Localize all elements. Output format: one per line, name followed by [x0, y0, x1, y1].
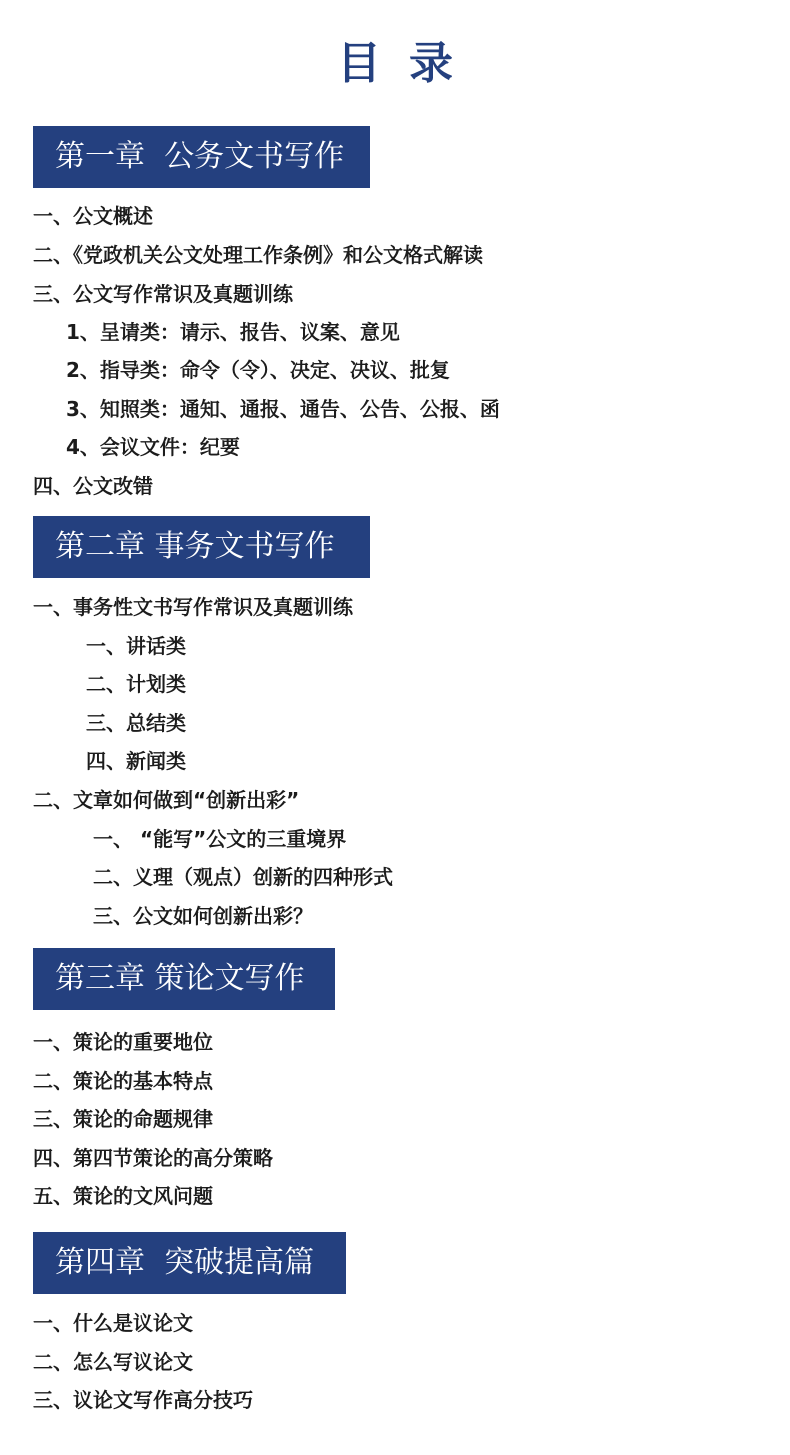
toc-item: 四、公文改错	[33, 474, 153, 498]
toc-item: 二、策论的基本特点	[33, 1069, 213, 1093]
toc-subitem: 3、知照类：通知、通报、通告、公告、公报、函	[66, 397, 500, 421]
toc-subitem: 三、总结类	[86, 711, 186, 735]
toc-subitem: 三、公文如何创新出彩？	[93, 904, 313, 928]
toc-subitem: 四、新闻类	[86, 749, 186, 773]
toc-item: 三、策论的命题规律	[33, 1107, 213, 1131]
page-title: 目录	[337, 38, 481, 89]
toc-item: 四、第四节策论的高分策略	[33, 1146, 273, 1170]
toc-item: 二、文章如何做到“创新出彩”	[33, 788, 300, 812]
toc-item: 五、策论的文风问题	[33, 1184, 213, 1208]
toc-item: 二、《党政机关公文处理工作条例》和公文格式解读	[33, 243, 483, 267]
toc-item: 二、怎么写议论文	[33, 1350, 193, 1374]
toc-subitem: 2、指导类：命令（令）、决定、决议、批复	[66, 358, 450, 382]
toc-item: 三、公文写作常识及真题训练	[33, 282, 293, 306]
toc-subitem: 1、呈请类：请示、报告、议案、意见	[66, 320, 400, 344]
toc-subitem: 4、会议文件：纪要	[66, 435, 240, 459]
toc-subitem: 二、计划类	[86, 672, 186, 696]
toc-subitem: 一、讲话类	[86, 634, 186, 658]
chapter-3-header: 第三章 策论文写作	[33, 948, 335, 1010]
chapter-1-header: 第一章 公务文书写作	[33, 126, 370, 188]
toc-item: 一、公文概述	[33, 204, 153, 228]
toc-item: 一、策论的重要地位	[33, 1030, 213, 1054]
toc-item: 一、什么是议论文	[33, 1311, 193, 1335]
chapter-4-header: 第四章 突破提高篇	[33, 1232, 346, 1294]
toc-item: 三、议论文写作高分技巧	[33, 1388, 253, 1412]
toc-item: 一、事务性文书写作常识及真题训练	[33, 595, 353, 619]
toc-subitem: 一、 “能写”公文的三重境界	[93, 827, 347, 851]
toc-subitem: 二、义理（观点）创新的四种形式	[93, 865, 393, 889]
chapter-2-header: 第二章 事务文书写作	[33, 516, 370, 578]
